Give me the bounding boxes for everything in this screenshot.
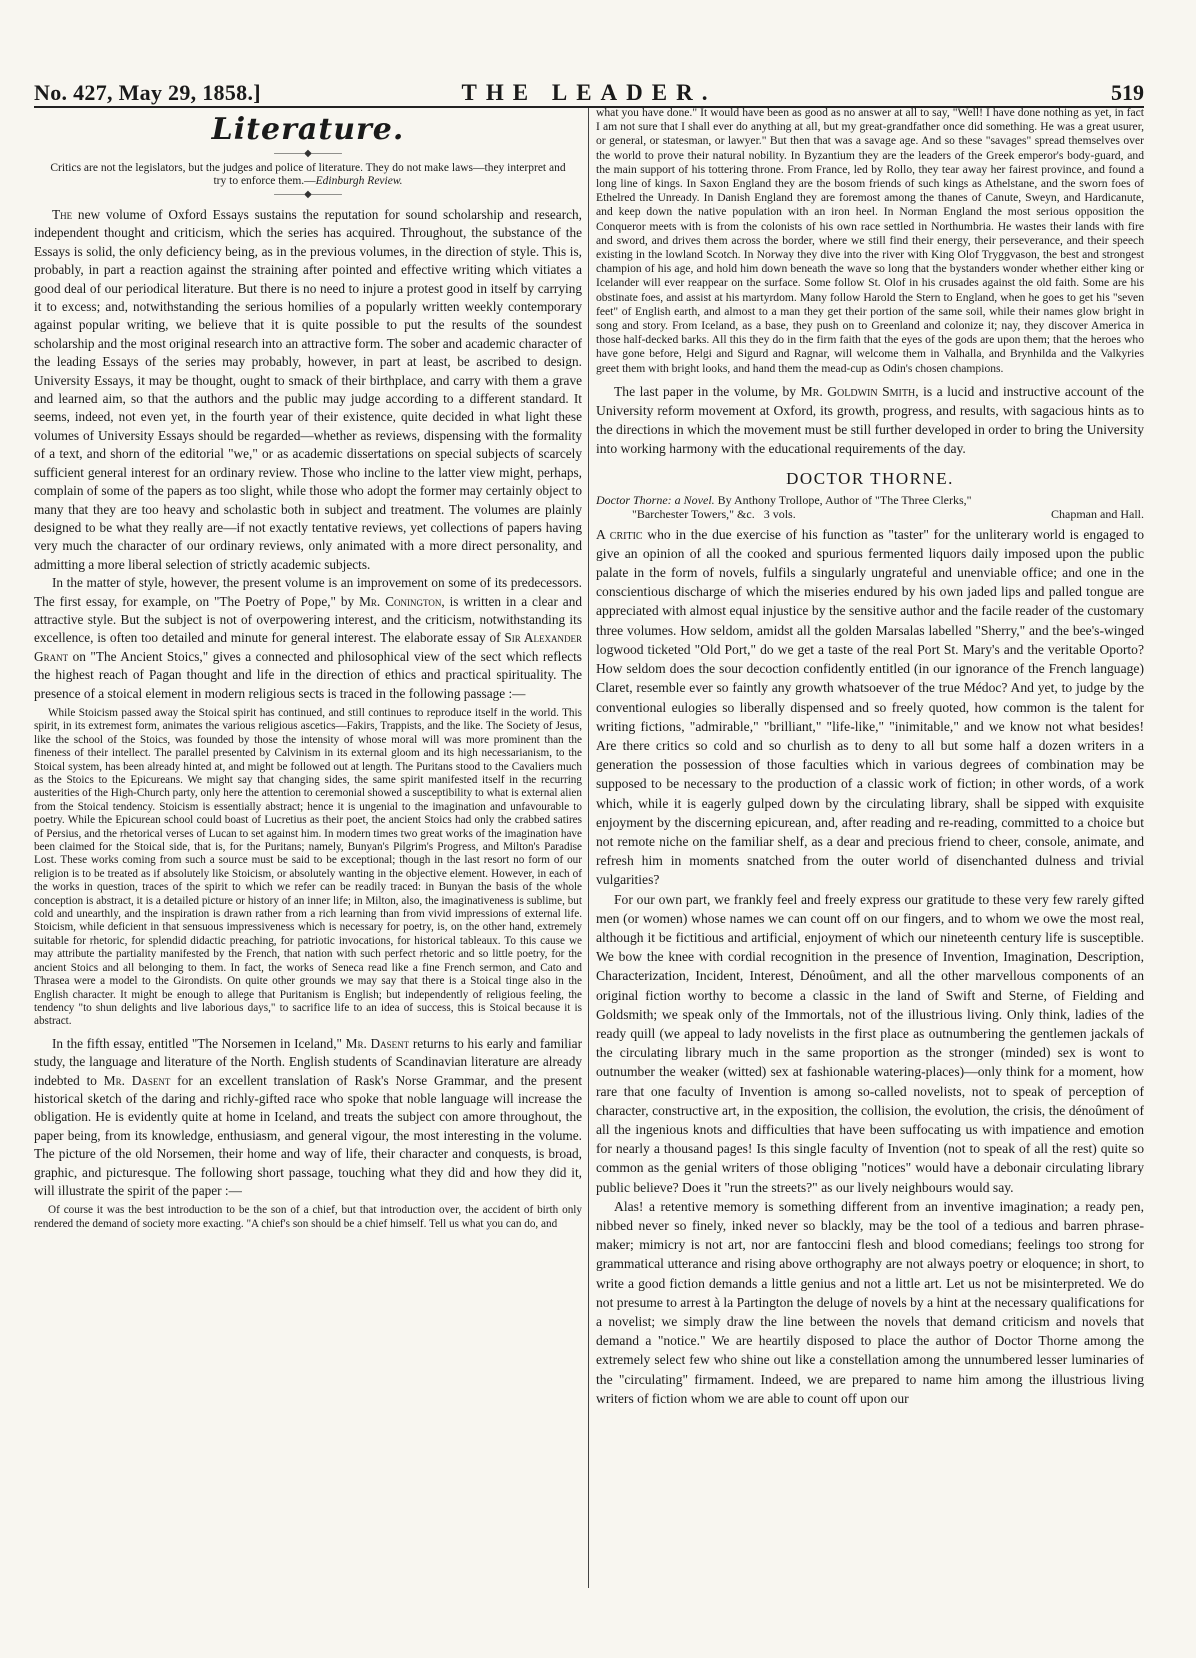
author-name: Mr. Goldwin Smith [800, 383, 916, 399]
author-name: Sir Alexander Grant [34, 630, 582, 664]
paragraph-text: who in the due exercise of his function as "taster" for the unliterary world is engaged to give an opinion of all the cooked and spurious fermented liquors daily imposed upon the public palate in the form of novels, fulfils a singularly ungrateful and unenviable office; and one in the conscientious discharge of which the miseries endured by his own jaded lips and palled tongue are appreciated with almost equal injustice by the sensitive author and the facile reader of the customary three volumes. How seldom, amidst all the golden Marsalas labelled "Sherry," and the bee's-winged logwood ticketed "Old Port," do we get a taste of the real Port St. Mary's and the veritable Oporto? How seldom does the sour decoction confidently entitled (in our ignorance of the French language) Claret, resemble ever so faintly any growth whatsoever of the true Médoc? And yet, to judge by the conventional eulogies so liberally dispensed and so freely quoted, how common is the talent for writing fictions, "admirable," "brilliant," "life-like," "inimitable," and we know not what besides! Are there critics so cold and so churlish as to deny to all but some half a dozen writers in a generation the possession of those faculties which in various degrees of combination may be supposed to be necessary to the production of a classic work of fiction; in other words, of a work which, while it is eagerly gulped down by the circulating library, shall be sipped with exquisite enjoyment by the discerning epicurean, and, after reading and re-reading, committed to a choice but not remote niche on the familiar shelf, as a dear and precious friend to cheer, console, animate, and refresh him in moments snatched from the outer world of disenchanted dulness and trivial vulgarities? [596, 526, 1144, 888]
book-title: Doctor Thorne: a Novel. [596, 492, 715, 507]
right-column [596, 106, 1144, 1606]
section-heading: Literature. [211, 112, 405, 147]
paragraph-text: , is written in a clear and attractive style. But the subject is not of overpowering interest, and the criticism, notwithstanding its excellence, is often too detailed and minute for general interest. The elaborate essay of [34, 593, 582, 646]
ornament-divider: ———◆——— [274, 148, 342, 159]
epigraph-source: Edinburgh Review. [315, 175, 403, 187]
lead-word: The [52, 207, 73, 222]
paragraph [596, 382, 1144, 459]
block-quote-continued: what you have done." It would have been as good as no answer at all to say, "Well! I have done nothing as yet, in fact I am not sure that I shall ever do anything at all, but my great-grandfather once did something. He was a great usurer, or general, or statesman, or lawyer." But then that was a savage age. And so these "savages" spread themselves over the world to prove their natural nobility. In Byzantium they are the leaders of the Greek emperor's body-guard, and the main support of his tottering throne. From France, led by Rollo, they tear away her fairest province, and found a long line of kings. In Saxon England they are the bosom friends of such kings as Athelstane, and the sworn foes of Ethelred the Unready. In Danish England they are foremost among the thanes of Canute, Sweyn, and Hardicanute, and keep down the native population with an iron heel. In Norman England the most serious opposition the Conqueror meets with is from the colonists of his own race settled in Northumbria. He wastes their lands with fire and sword, and drives them across the border, where we still find their energy, their perseverance, and their speech existing in the lowland Scotch. In Norway they dive into the river with King Olof Tryggvason, the best and strongest champion of his age, and hold him down beneath the wave so long that the bystanders wonder whether either king or Icelander will ever reappear on the surface. Some follow St. Olof in his crusades against the old faith. Some are his obstinate foes, and assist at his martyrdom. Many follow Harold the Stern to England, when he goes to get his "seven feet" of English earth, and almost to a man they get their portion of the same soil, while their names glow bright in song and story. From Iceland, as a base, they push on to Greenland and colonize it; nay, they discover America in those half-decked barks. All this they do in the firm faith that the eyes of the gods are upon them; that the heroes who have gone before, Helgi and Sigurd and Ragnar, will welcome them in Valhalla, and Brynhilda and the Valkyries greet them with bright looks, and hand them the mead-cup as Odin's chosen champions. [596, 106, 1144, 375]
author-name: Mr. Dasent [103, 1072, 171, 1088]
paragraph-text: , is a lucid and instructive account of the University reform movement at Oxford, its growth, progress, and results, with sagacious hints as to the directions in which the movement must be still further developed in order to bring the University into working harmony with the educational requirements of the day. [596, 383, 1144, 457]
author-name: Mr. Dasent [345, 1035, 410, 1051]
paragraph-text: on "The Ancient Stoics," gives a connected and philosophical view of the sect which reflects the highest reach of Pagan thought and life in the direction of ethics and practical spirituality. The presence of a stoical element in modern religious sects is traced in the following passage :— [34, 648, 582, 701]
newspaper-title: THE LEADER. [461, 80, 717, 105]
paragraph [34, 206, 582, 574]
paragraph-text: returns to his early and familiar study, the language and literature of the North. English students of Scandinavian literature are already indebted to [34, 1035, 582, 1088]
block-quote: Of course it was the best introduction to be the son of a chief, but that introduction over, the accident of birth only rendered the demand of society more exacting. "A chief's son should be a chief himself. Tell us what you can do, and [34, 1204, 582, 1230]
page-number: 519 [1111, 80, 1144, 105]
epigraph-text: Critics are not the legislators, but the judges and police of literature. They do not make laws—they interpret and try to enforce them.— [50, 162, 566, 187]
author-name: Mr. Conington [359, 593, 442, 609]
paragraph [596, 525, 1144, 890]
paragraph: Alas! a retentive memory is something different from an inventive imagination; a ready pen, nibbed never so finely, inked never so blackly, may be the tool of a tedious and barren phrase-maker; mimicry is not art, nor are fantoccini flesh and blood comedians; feelings too strong for grammatical utterance and rising above orthography are not always poetry or eloquence; in short, to write a good fiction demands a little genius and not a little art. Let us not be misinterpreted. We do not presume to arrest à la Partington the deluge of novels by a hint at the necessary qualifications for a novelist; we simply draw the line between the novels that demand criticism and novels that demand a "notice." We are heartily disposed to place the author of Doctor Thorne among the extremely select few who shine out like a constellation among the unnumbered lesser luminaries of the "circulating" firmament. Indeed, we are prepared to name him among the illustrious living writers of fiction whom we are able to count off upon our [596, 1198, 1144, 1406]
issue-date: No. 427, May 29, 1858.] [34, 80, 261, 105]
paragraph: For our own part, we frankly feel and freely express our gratitude to these very few rarely gifted men (or women) whose names we can count off on our fingers, and to whom we owe the most real, although it be fictitious and artificial, enjoyment of which our nineteenth century life is susceptible. We bow the knee with cordial recognition in the presence of Invention, Imagination, Description, Characterization, Incident, Interest, Dénoûment, and all the other marvellous components of an original fiction worthy to become a classic in the land of Swift and Sterne, of Fielding and Goldsmith; we speak only of the Immortals, not of the illustrious living. Only think, ladies of the ready quill (we appeal to lady novelists in the first place as outnumbering the gentlemen jackals of the circulating library much in the same proportion as the stronger (minded) sex is wont to outnumber the weaker (witted) sex at fashionable watering-places)—only think for a moment, how rare that one faculty of Invention is among so-called novelists, not to speak of perception of character, constructive art, in the exposition, the collision, the evolution, the crisis, the dénoûment of all the ingenious knots and difficulties that have been suffocating us with impatience and emotion for nearly a thousand pages! Is this single faculty of Invention (not to speak of all the rest) quite so common as the genial writers of those obliging "notices" would have a debonair circulating library public believe? Does it "run the streets?" as our lively neighbours would say. [596, 891, 1144, 1195]
paragraph-text: In the fifth essay, entitled "The Norsemen in Iceland," [52, 1035, 346, 1051]
block-quote: While Stoicism passed away the Stoical spirit has continued, and still continues to reproduce itself in the world. This spirit, in its extremest form, animates the various religious ascetics—Fakirs, Trappists, and the like. The Society of Jesus, like the school of the Stoics, was founded by those the intensity of whose moral will was more prominent than the fineness of their intellect. The parallel presented by Calvinism in its external gloom and its high necessarianism, to the Stoical system, has been already hinted at, and might be followed out at length. The Puritans stood to the Cavaliers much as the Stoics to the Epicureans. We might say that changing sides, the same spirit manifested itself in the recurring austerities of the High-Church party, only here the attention to ceremonial showed a susceptibility to what is external alien from the Stoical tendency. Stoicism is essentially abstract; hence it is ungenial to the imagination and unfavourable to poetry. While the Epicurean school could boast of Lucretius as their poet, the ancient Stoics had only the crabbed satires of Persius, and the rhetorical verses of Lucan to set against him. In modern times two great works of the imagination have been claimed for the Stoical side, that is, for the Puritans; namely, Bunyan's Pilgrim's Progress, and Milton's Paradise Lost. These works coming from such a source must be said to be exceptional; though in the last resort no form of our religion is to be treated as if absolutely like Stoicism, or absolutely wanting in the objective element. However, in each of the works in question, traces of the spirit to which we refer can be readily traced: in Bunyan the basis of the whole conception is abstract, it is a detailed picture or history of an inner life; in Milton, also, the imaginativeness is sublime, but cold and unearthly, and the inspiration is drawn rather from a rich learning than from vivid impressions of external life. Stoicism, while deficient in that sensuous impressiveness which is necessary for poetry, is, on the other hand, extremely suitable for rhetoric, for splendid didactic preaching, for patriotic invocations, for historical tableaux. To this cause we may attribute the partiality manifested by the French, that nation with such perfect rhetoric and so little poetry, for the ancient Stoics and all belonging to them. In fact, the works of Seneca read like a fine French sermon, and Cato and Thrasea were a model to the Girondists. On quite other grounds we may say that there is a Stoical tinge also in the English character. It might be enough to allege that Puritanism is English; but independently of religious feeling, the tendency "to shun delights and live laborious days," to sacrifice life to an idea of success, this is Stoical because it is abstract. [34, 706, 582, 1028]
epigraph [48, 162, 568, 188]
paragraph [34, 574, 582, 703]
paragraph-text: The last paper in the volume, by [614, 383, 801, 399]
left-column [34, 106, 582, 1606]
lead-word: A critic [596, 526, 643, 542]
book-details [596, 493, 1144, 521]
paragraph [34, 1035, 582, 1201]
paragraph-text: In the matter of style, however, the present volume is an improvement on some of its predecessors. The first essay, for example, on "The Poetry of Pope," by [34, 575, 582, 609]
paragraph-text: new volume of Oxford Essays sustains the reputation for sound scholarship and research, independent thought and criticism, which the series has acquired. Throughout, the substance of the Essays is solid, the only deficiency being, as in the previous volumes, in the direction of style. This is, probably, in part a reaction against the straining after pointed and effective writing which vitiates a good deal of our periodical literature. But there is no need to injure a protest good in itself by carrying it to excess; and, notwithstanding the serious homilies of a popularly written weekly contemporary against popular writing, we believe that it is quite possible to put the results of the soundest scholarship and the most original research into an attractive form. The sober and academic character of the leading Essays of the series may probably, however, in part at least, be ascribed to design. University Essays, it may be thought, ought to smack of their birthplace, and carry with them a grave and learned aim, so that the authors and the public may judge according to a different standard. It seems, indeed, not even yet, in the fourth year of their existence, quite decided in what light these volumes of University Essays should be regarded—whether as reviews, dispensing with the formality of a text, and shorn of the editorial "we," or as academic dissertations on special subjects of scarcely sufficient general interest for an ordinary review. Those who incline to the latter view might, perhaps, complain of some of the papers as too slight, while those who adopt the former may certainly object to many that they are too heavy and scholastic both in subject and treatment. The volumes are plainly designed to be what they really are—if not exactly tentative reviews, yet collections of papers having very much the character of our ordinary reviews, only animated with a more direct personality, and admitting a more liberal selection of strictly academic subjects. [34, 207, 582, 572]
paragraph-text: for an excellent translation of Rask's Norse Grammar, and the present historical sketch of the daring and richly-gifted race who spoke that noble language will increase the obligation. He is evidently quite at home in Iceland, and treats the subject con amore throughout, the paper being, from its knowledge, enthusiasm, and general vigour, the most interesting in the volume. The picture of the old Norsemen, their home and way of life, their character and conquests, is broad, graphic, and picturesque. The following short passage, touching what they did and how they did it, will illustrate the spirit of the paper :— [34, 1072, 582, 1198]
ornament-divider: ———◆——— [274, 189, 342, 200]
book-author: By Anthony Trollope, Author of "The Three Clerks," [717, 492, 972, 507]
review-title: DOCTOR THORNE. [786, 468, 954, 488]
column-divider [588, 108, 589, 1588]
book-also: "Barchester Towers," &c. [632, 506, 755, 521]
masthead [34, 80, 1144, 108]
book-volumes: 3 vols. [763, 506, 796, 521]
book-publisher: Chapman and Hall. [1051, 506, 1144, 521]
